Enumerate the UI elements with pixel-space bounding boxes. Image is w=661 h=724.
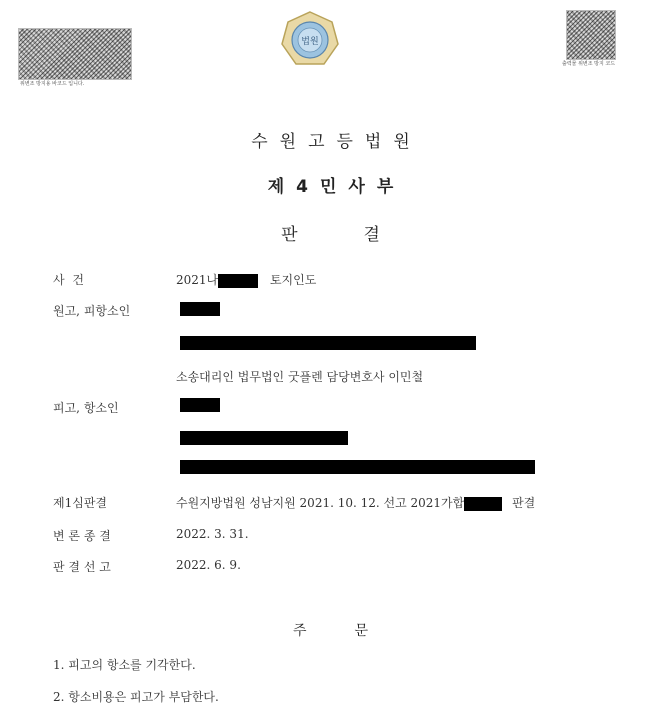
redaction-plaintiff-name <box>180 302 220 316</box>
redaction <box>218 274 258 288</box>
ruling-date: 2022. 6. 9. <box>176 558 241 572</box>
document-title: 판결 <box>281 225 446 245</box>
redaction-defendant-address-2 <box>180 460 535 474</box>
first-instance-value <box>176 494 535 511</box>
barcode-right <box>566 10 616 60</box>
barcode-left-caption: 위변조 방지용 바코드 입니다. <box>20 81 85 87</box>
counsel-line: 소송대리인 법무법인 굿플렌 담당변호사 이민철 <box>176 370 424 384</box>
plaintiff-label: 원고, 피항소인 <box>53 304 131 318</box>
order-title: 주문 <box>292 623 417 639</box>
barcode-left <box>18 28 132 80</box>
first-instance-suffix: 판결 <box>512 496 536 510</box>
court-seal-icon <box>280 10 340 70</box>
redaction-defendant-address-1 <box>180 431 348 445</box>
redaction <box>464 497 502 511</box>
svg-text:법원: 법원 <box>301 37 319 47</box>
ruling-label: 판 결 선 고 <box>53 560 111 574</box>
order-item-2: 2. 항소비용은 피고가 부담한다. <box>53 690 219 704</box>
defendant-label: 피고, 항소인 <box>53 401 119 415</box>
redaction-defendant-name <box>180 398 220 412</box>
case-label: 사 건 <box>53 273 86 287</box>
first-instance-text: 수원지방법원 성남지원 2021. 10. 12. 선고 2021가합 <box>176 496 465 510</box>
division-name: 제4민사부 <box>267 177 406 197</box>
closing-label: 변 론 종 결 <box>53 529 111 543</box>
case-subject: 토지인도 <box>269 273 317 287</box>
case-value <box>176 271 316 288</box>
first-instance-label: 제1심판결 <box>53 496 108 510</box>
court-name: 수원고등법원 <box>251 132 422 152</box>
closing-date: 2022. 3. 31. <box>176 527 249 541</box>
case-number-prefix: 2021나 <box>176 273 219 287</box>
redaction-plaintiff-address <box>180 336 476 350</box>
order-item-1: 1. 피고의 항소를 기각한다. <box>53 658 196 672</box>
barcode-right-caption: 출력물 위변조 방지 코드 <box>562 61 616 67</box>
